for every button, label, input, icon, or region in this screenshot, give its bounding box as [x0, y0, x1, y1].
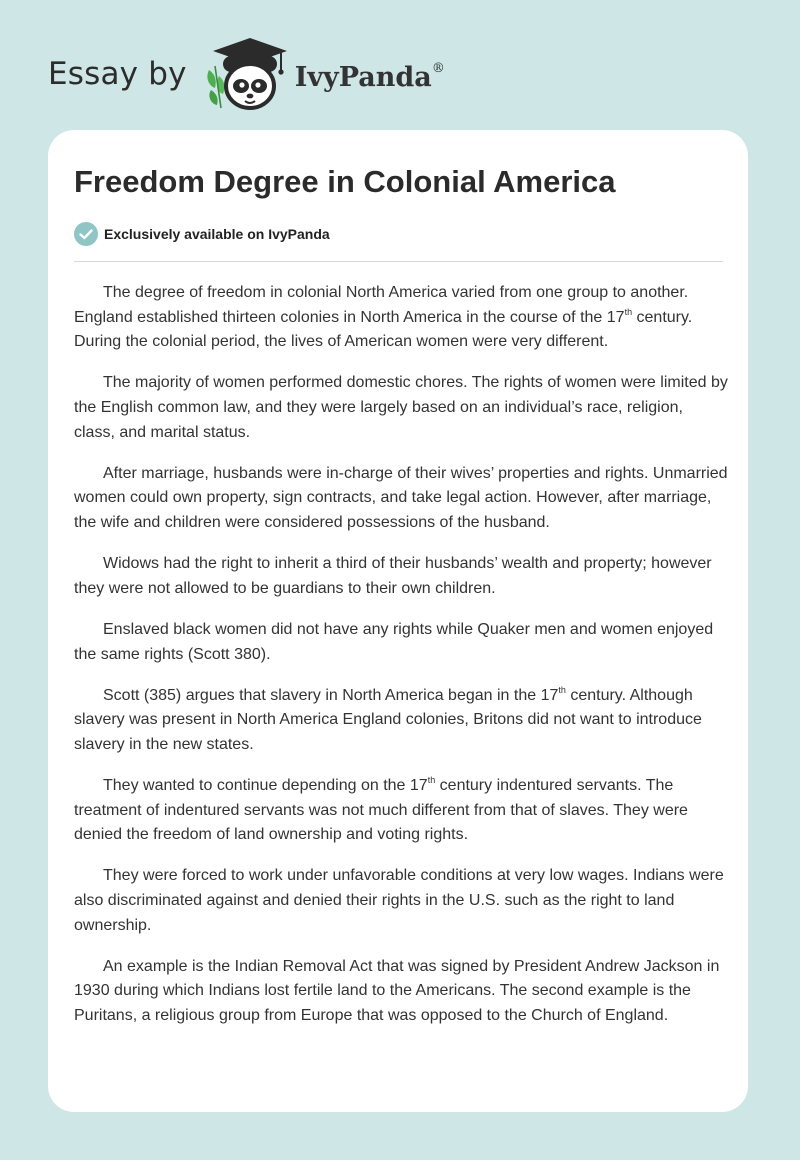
paragraph: After marriage, husbands were in-charge of their wives’ properties and rights. Unmarried women could own property, sign contracts, and take legal action. However, after marriage, the wife and children were considered possessions of the husband.: [74, 464, 728, 531]
paragraph: Enslaved black women did not have any rights while Quaker men and women enjoyed the same rights (Scott 380).: [74, 620, 714, 663]
paragraph: [74, 281, 728, 355]
paragraph: [74, 774, 728, 848]
registered-mark: ®: [431, 61, 445, 76]
exclusive-badge: [74, 222, 330, 246]
check-circle-icon: [74, 222, 98, 246]
brand-prefix: Essay by: [48, 56, 187, 92]
brand-name: [295, 61, 445, 93]
text-run: century. Although slavery was present in North America England colonies, Britons did not want to introduce slavery in the new states.: [74, 686, 702, 753]
text-run: century. During the colonial period, the lives of American women were very different.: [74, 308, 693, 351]
paragraph: [74, 684, 728, 758]
text-run: The degree of freedom in colonial North America varied from one group to another. England established thirteen colonies in North America in the course of the 17: [74, 284, 689, 326]
badge-text: Exclusively available on IvyPanda: [104, 226, 330, 242]
paragraph: The majority of women performed domestic chores. The rights of women were limited by the English common law, and they were largely based on an individual’s race, religion, class, and marital status.: [74, 374, 728, 441]
paragraph: They were forced to work under unfavorable conditions at very low wages. Indians were also discriminated against and denied their rights in the U.S. such as the right to land ownership.: [74, 867, 724, 934]
essay-card: [48, 130, 748, 1112]
text-run: They wanted to continue depending on the 17: [103, 777, 428, 795]
panda-graduate-icon: [201, 34, 293, 114]
brand-name-text: IvyPanda: [294, 62, 432, 93]
divider: [74, 261, 723, 262]
paragraph: Widows had the right to inherit a third of their husbands’ wealth and property; however they were not allowed to be guardians to their own children.: [74, 555, 712, 597]
superscript: th: [558, 684, 566, 695]
text-run: Scott (385) argues that slavery in North America began in the 17: [103, 686, 559, 704]
brand-header: [48, 34, 445, 114]
superscript: th: [624, 306, 633, 317]
essay-body: [74, 281, 728, 1045]
text-run: century indentured servants. The treatment of indentured servants was not much different from that of slaves. They were denied the freedom of land ownership and voting rights.: [74, 777, 688, 844]
page-title: Freedom Degree in Colonial America: [74, 164, 616, 199]
paragraph: An example is the Indian Removal Act that was signed by President Andrew Jackson in 1930 during which Indians lost fertile land to the Americans. The second example is the Puritans, a religious group from Europe that was opposed to the Church of England.: [74, 957, 720, 1024]
superscript: th: [427, 775, 436, 786]
